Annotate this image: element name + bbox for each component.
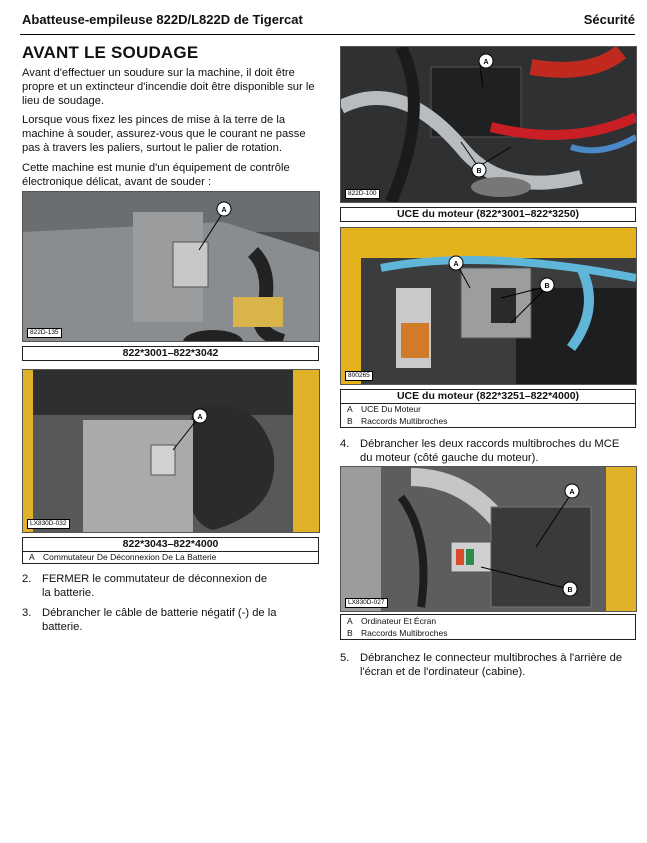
step-5 (340, 651, 632, 679)
legend-row (29, 551, 312, 563)
photo-reference: LX830D-027 (345, 598, 388, 608)
legend-key: A (347, 404, 353, 414)
engine-ecu-photo-late (340, 227, 637, 385)
step-number: 5. (340, 652, 350, 664)
legend-key: A (29, 552, 35, 562)
legend-key: B (347, 416, 353, 426)
figure-caption: UCE du moteur (822*3251–822*4000) (340, 389, 636, 404)
step-text: Débrancher les deux raccords multibroches du MCE du moteur (côté gauche du moteur). (360, 438, 620, 464)
figure-legend (22, 551, 319, 564)
callout-b-label: B (544, 283, 550, 290)
callout-a-label: A (569, 489, 575, 496)
step-text: Débrancher le câble de batterie négatif (-) de la batterie. (42, 607, 277, 633)
grounding-paragraph: Lorsque vous fixez les pinces de mise à la terre de la machine à souder, assurez-vous que le courant ne passe pas à travers les paliers, surtout le palier de rotation. (22, 114, 306, 154)
callout-a-label: A (483, 59, 489, 66)
section-name: Sécurité (583, 12, 635, 27)
step-number: 2. (22, 573, 32, 585)
document-title: Abatteuse-empileuse 822D/L822D de Tigercat (22, 12, 303, 27)
step-text: FERMER le commutateur de déconnexion de la batterie. (42, 573, 268, 599)
step-number: 3. (22, 607, 32, 619)
step-number: 4. (340, 438, 350, 450)
intro-paragraph: Avant d'effectuer un soudure sur la machine, il doit être propre et un extincteur d'incendie doit être disponible sur le lieu de soudage. (22, 67, 315, 107)
legend-key: A (347, 616, 353, 626)
figure-legend (340, 614, 636, 640)
photo-reference: 822D-100 (345, 189, 380, 199)
battery-disconnect-photo-late (22, 369, 320, 533)
photo-reference: LX830D-032 (27, 519, 70, 529)
callout-a-label: A (221, 207, 227, 214)
photo-reference: 822D-135 (27, 328, 62, 338)
figure-caption: 822*3043–822*4000 (22, 537, 319, 552)
figure-caption: UCE du moteur (822*3001–822*3250) (340, 207, 636, 222)
cab-computer-photo (340, 466, 637, 612)
photo-reference: 800265 (345, 371, 373, 381)
legend-text: Raccords Multibroches (361, 416, 448, 426)
legend-row (347, 415, 629, 427)
engine-ecu-photo-early (340, 46, 637, 203)
legend-row (347, 403, 629, 415)
legend-text: Commutateur De Déconnexion De La Batterie (43, 552, 217, 562)
callout-a-label: A (197, 414, 203, 421)
figure-caption: 822*3001–822*3042 (22, 346, 319, 361)
legend-row (347, 615, 629, 627)
legend-text: Ordinateur Et Écran (361, 616, 437, 626)
legend-text: UCE Du Moteur (361, 404, 421, 414)
legend-text: Raccords Multibroches (361, 628, 448, 638)
section-heading: AVANT LE SOUDAGE (22, 43, 199, 62)
legend-key: B (347, 628, 353, 638)
figure-legend (340, 403, 636, 428)
battery-disconnect-photo-early (22, 191, 320, 342)
callout-b-label: B (567, 587, 573, 594)
step-3 (22, 606, 278, 634)
step-4 (340, 437, 632, 465)
step-2 (22, 572, 278, 600)
callout-b-label: B (476, 168, 482, 175)
step-text: Débranchez le connecteur multibroches à l'arrière de l'écran et de l'ordinateur (cabine). (360, 652, 623, 678)
legend-row (347, 627, 629, 639)
header-divider (20, 34, 635, 35)
callout-a-label: A (453, 261, 459, 268)
electronics-paragraph: Cette machine est munie d'un équipement de contrôle électronique délicat, avant de souder : (22, 162, 290, 188)
